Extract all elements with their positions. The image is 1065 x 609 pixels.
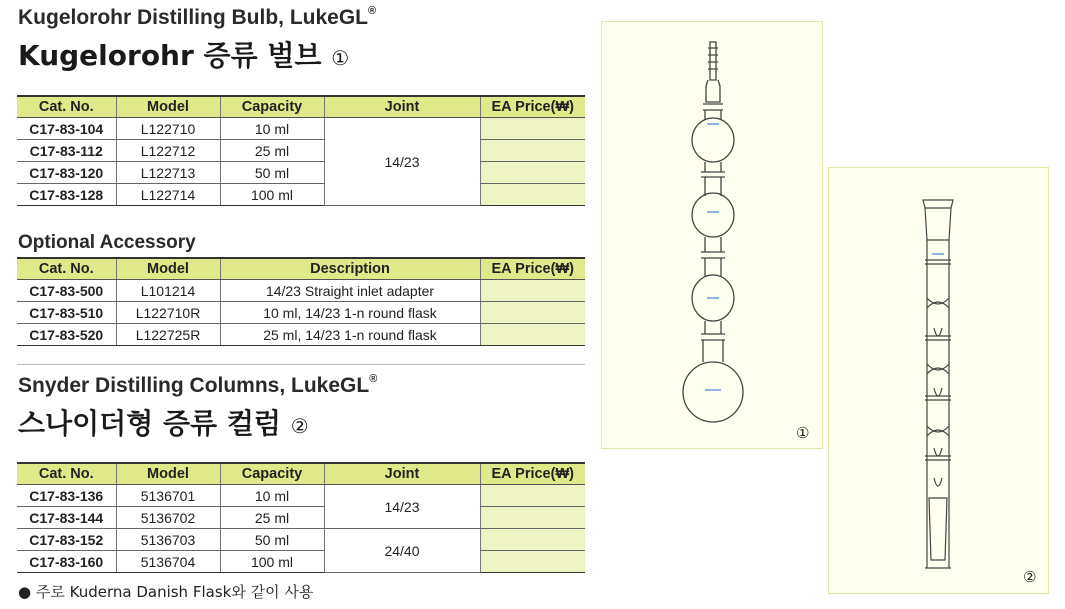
section1-title-en: Kugelorohr Distilling Bulb, LukeGL® (18, 5, 377, 29)
section1-title-ko: Kugelorohr 증류 벌브 ① (18, 39, 350, 72)
cat-no: C17-83-144 (17, 507, 116, 529)
snyder-image-panel (828, 167, 1049, 594)
model: L122710 (116, 118, 220, 140)
cat-no: C17-83-500 (17, 280, 116, 302)
cat-no: C17-83-128 (17, 184, 116, 206)
model: 5136704 (116, 551, 220, 573)
header-model: Model (116, 463, 220, 485)
table-row (17, 280, 585, 302)
cat-no: C17-83-104 (17, 118, 116, 140)
capacity: 25 ml (220, 507, 324, 529)
table-row (17, 324, 585, 346)
capacity: 25 ml (220, 140, 324, 162)
figure-1-label: ① (796, 424, 810, 442)
model: L101214 (116, 280, 220, 302)
model: L122713 (116, 162, 220, 184)
price-cell (480, 485, 585, 507)
header-cat-no: Cat. No. (17, 463, 116, 485)
table-row (17, 162, 585, 184)
header-capacity: Capacity (220, 463, 324, 485)
model: 5136703 (116, 529, 220, 551)
table-row (17, 302, 585, 324)
description: 10 ml, 14/23 1-n round flask (220, 302, 480, 324)
price-cell (480, 551, 585, 573)
header-cat-no: Cat. No. (17, 96, 116, 118)
model: L122725R (116, 324, 220, 346)
table-header-row (17, 463, 585, 485)
table-row (17, 485, 585, 507)
table-row (17, 140, 585, 162)
cat-no: C17-83-520 (17, 324, 116, 346)
description: 14/23 Straight inlet adapter (220, 280, 480, 302)
header-price: EA Price(₩) (480, 96, 585, 118)
model: L122714 (116, 184, 220, 206)
table-row (17, 184, 585, 206)
cat-no: C17-83-152 (17, 529, 116, 551)
table-header-row (17, 258, 585, 280)
header-model: Model (116, 258, 220, 280)
price-cell (480, 184, 585, 206)
section2-title-en: Snyder Distilling Columns, LukeGL® (18, 373, 378, 397)
model: 5136702 (116, 507, 220, 529)
section-divider (17, 364, 585, 365)
header-cat-no: Cat. No. (17, 258, 116, 280)
capacity: 50 ml (220, 529, 324, 551)
description: 25 ml, 14/23 1-n round flask (220, 324, 480, 346)
price-cell (480, 507, 585, 529)
snyder-table (17, 462, 585, 573)
cat-no: C17-83-136 (17, 485, 116, 507)
capacity: 100 ml (220, 184, 324, 206)
figure-2-label: ② (1023, 568, 1037, 586)
snyder-column-illustration (829, 168, 1048, 593)
price-cell (480, 162, 585, 184)
price-cell (480, 118, 585, 140)
capacity: 100 ml (220, 551, 324, 573)
price-cell (480, 529, 585, 551)
price-cell (480, 302, 585, 324)
header-joint: Joint (324, 463, 480, 485)
capacity: 10 ml (220, 118, 324, 140)
table-header-row (17, 96, 585, 118)
header-joint: Joint (324, 96, 480, 118)
accessory-table (17, 257, 585, 346)
kugelrohr-bulb-illustration (602, 22, 822, 448)
joint: 14/23 (324, 485, 480, 529)
kugelrohr-image-panel (601, 21, 823, 449)
accessory-title: Optional Accessory (18, 232, 196, 253)
cat-no: C17-83-510 (17, 302, 116, 324)
section2-title-ko: 스나이더형 증류 컬럼 ② (18, 407, 309, 440)
header-model: Model (116, 96, 220, 118)
table-row (17, 118, 585, 140)
price-cell (480, 280, 585, 302)
header-price: EA Price(₩) (480, 463, 585, 485)
model: L122712 (116, 140, 220, 162)
capacity: 50 ml (220, 162, 324, 184)
cat-no: C17-83-160 (17, 551, 116, 573)
cat-no: C17-83-112 (17, 140, 116, 162)
header-price: EA Price(₩) (480, 258, 585, 280)
kugelrohr-table (17, 95, 585, 206)
capacity: 10 ml (220, 485, 324, 507)
price-cell (480, 324, 585, 346)
joint: 24/40 (324, 529, 480, 573)
cat-no: C17-83-120 (17, 162, 116, 184)
table-row (17, 551, 585, 573)
model: L122710R (116, 302, 220, 324)
header-capacity: Capacity (220, 96, 324, 118)
table-row (17, 529, 585, 551)
usage-note: ● 주로 Kuderna Danish Flask와 같이 사용 (18, 583, 314, 601)
header-description: Description (220, 258, 480, 280)
joint: 14/23 (324, 118, 480, 206)
model: 5136701 (116, 485, 220, 507)
table-row (17, 507, 585, 529)
price-cell (480, 140, 585, 162)
